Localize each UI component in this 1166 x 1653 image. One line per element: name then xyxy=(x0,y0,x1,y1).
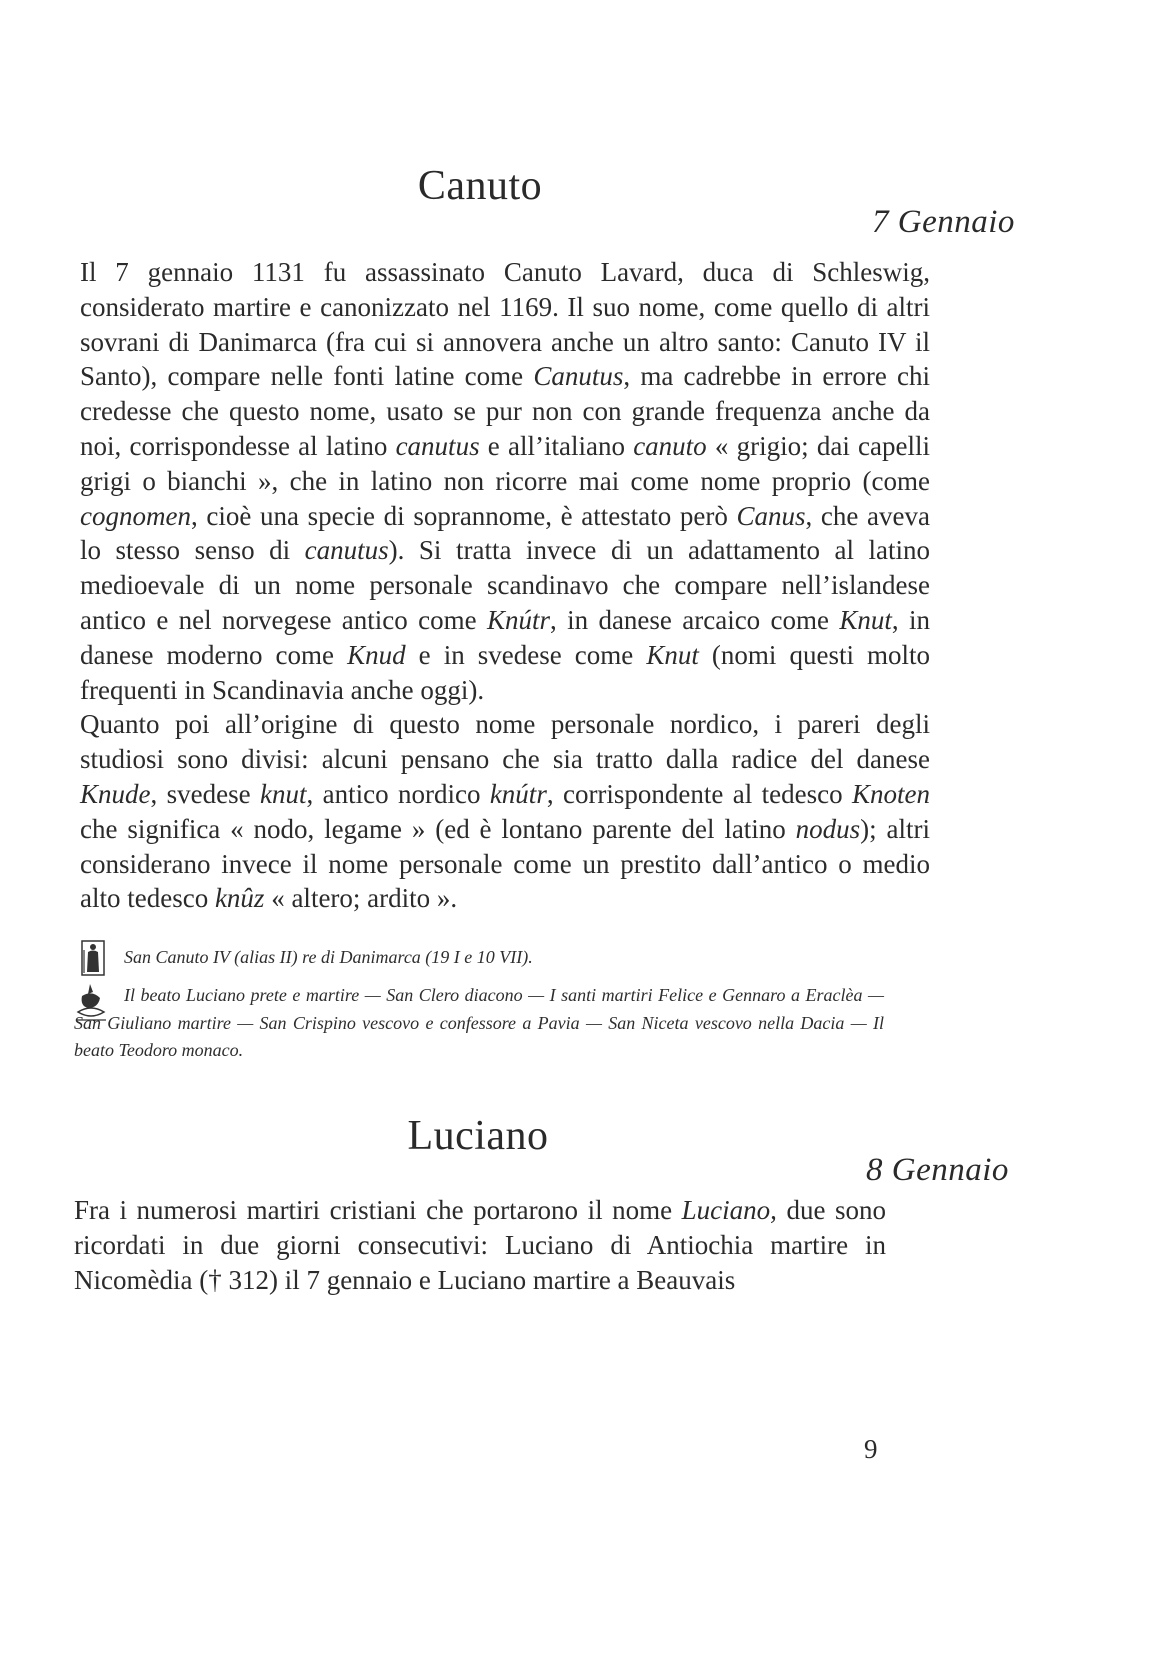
italic-term: knûz xyxy=(214,883,265,914)
italic-term: knut xyxy=(259,778,307,809)
entry-title: Luciano xyxy=(407,1113,549,1159)
text-run: , corrispondente al tedesco xyxy=(546,778,852,809)
page-number: 9 xyxy=(864,1434,878,1464)
entry-body xyxy=(74,1193,886,1303)
saint-note: San Canuto IV (alias II) re di Danimarca (19 I e 10 VII). xyxy=(124,947,533,967)
body-paragraph xyxy=(74,1193,886,1297)
body-paragraph xyxy=(80,707,930,916)
text-run: « altero; ardito ». xyxy=(264,883,458,914)
entry-title: Canuto xyxy=(417,163,543,209)
italic-term: Luciano, xyxy=(681,1195,777,1225)
italic-term: Knútr xyxy=(486,604,550,635)
body-paragraph xyxy=(80,255,930,707)
saints-list-note: Il beato Luciano prete e martire — San Clero diacono — I santi martiri Felice e Gennaro a Eraclèa — San Giuliano martire — San Crispino vescovo e confessore a Pavia — San Niceta vescovo nella Dacia — Il beato Teodoro monaco. xyxy=(74,985,884,1060)
italic-term: nodus xyxy=(795,813,861,844)
text-run: e in svedese come xyxy=(405,639,647,670)
text-run: Fra i numerosi martiri cristiani che portarono il nome xyxy=(74,1195,682,1225)
text-run: , in danese arcaico come xyxy=(549,604,840,635)
italic-term: canuto xyxy=(633,430,707,461)
text-run: Il 7 gennaio 1131 fu assassinato Canuto Lavard, duca di Schleswig, considerato martire e canonizzato nel 1169. Il suo nome, come quello di altri sovrani di Danimarca (fra cui si annovera anche un altro santo: Canuto IV il Santo), compare nelle fonti latine come xyxy=(80,257,930,392)
italic-term: canutus xyxy=(304,535,389,566)
italic-term: cognomen xyxy=(80,500,191,531)
entry-body xyxy=(80,255,930,945)
entry-date: 8 Gennaio xyxy=(866,1152,1009,1188)
entry-date: 7 Gennaio xyxy=(872,204,1015,240)
italic-term: Knut xyxy=(839,604,892,635)
text-run: ). Si tratta invece di un adattamento al latino medioevale di un nome personale scandinavo che compare nell’islandese antico e nel norvegese antico come xyxy=(80,535,930,635)
italic-term: knútr xyxy=(489,778,547,809)
text-run: , che aveva lo stesso senso di xyxy=(80,500,930,566)
text-run: « grigio; dai capelli grigi o bianchi », che in latino non ricorre mai come nome proprio (come xyxy=(80,430,931,496)
italic-term: Canus xyxy=(736,500,806,531)
text-run: , svedese xyxy=(150,778,260,809)
text-run: (nomi questi molto frequenti in Scandinavia anche oggi). xyxy=(80,639,931,705)
italic-term: Knud xyxy=(347,639,406,670)
italic-term: Canutus xyxy=(533,361,624,392)
saint-figure-icon xyxy=(81,940,105,976)
italic-term: canutus xyxy=(395,430,480,461)
text-run: che significa « nodo, legame » (ed è lontano parente del latino xyxy=(80,813,796,844)
text-run: Quanto poi all’origine di questo nome personale nordico, i pareri degli studiosi sono divisi: alcuni pensano che sia tratto dalla radice del danese xyxy=(80,709,930,775)
text-run: , antico nordico xyxy=(306,778,490,809)
text-run: , ma cadrebbe in errore chi credesse che questo nome, usato se pur non con grande frequenza anche da noi, corrispondesse al latino xyxy=(80,361,931,461)
text-run: , cioè una specie di soprannome, è attestato però xyxy=(190,500,737,531)
text-run: due sono ricordati in due giorni consecutivi: Luciano di Antiochia martire in Nicomèdia († 312) il 7 gennaio e Luciano martire a Beauvais xyxy=(74,1195,886,1295)
italic-term: Knut xyxy=(646,639,699,670)
text-run: , in danese moderno come xyxy=(80,604,930,670)
text-run: e all’italiano xyxy=(479,430,634,461)
italic-term: Knoten xyxy=(852,778,930,809)
italic-term: Knude xyxy=(80,778,151,809)
text-run: ); altri considerano invece il nome personale come un prestito dall’antico o medio alto tedesco xyxy=(80,813,930,914)
